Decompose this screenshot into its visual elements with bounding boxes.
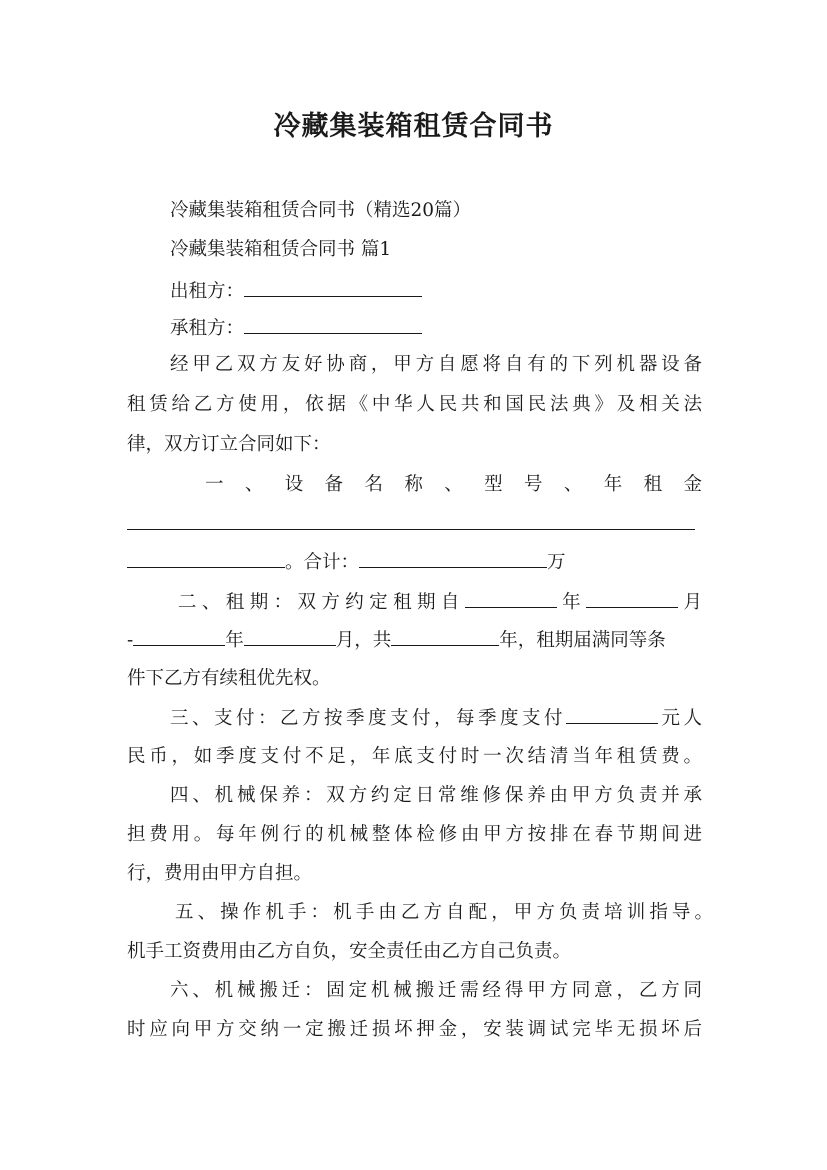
intro-line-2: 租赁给乙方使用，依据《中华人民共和国民法典》及相关法 [127,394,702,415]
clause1-equipment-blank[interactable] [127,512,695,530]
intro-line-3: 律，双方订立合同如下： [127,434,331,455]
lessor-line [170,279,702,303]
clause3-amount-blank[interactable] [566,706,658,724]
lessee-line [170,316,702,340]
clause2-line-3: 件下乙方有续租优先权。 [127,668,331,689]
clause2-total-label: 月，共 [335,630,392,651]
clause2-year-label: 年 [556,592,587,613]
document-title: 冷藏集装箱租赁合同书 [273,111,554,142]
document-subtitle: 冷藏集装箱租赁合同书（精选20篇） [170,200,472,221]
clause1-total-label: 。合计： [285,552,360,573]
clause3-unit: 元人 [657,708,702,729]
clause2-dash: - [127,630,134,651]
section-heading: 冷藏集装箱租赁合同书 篇1 [170,239,392,260]
clause5-line-1: 五、操作机手：机手由乙方自配，甲方负责培训指导。 [175,902,713,923]
clause2-end-year-blank[interactable] [133,628,225,646]
clause2-line-2 [127,628,702,652]
clause2-month-label: 月 [678,592,702,613]
clause6-line-1: 六、机械搬迁：固定机械搬迁需经得甲方同意，乙方同 [170,980,702,1001]
clause1-total-blank[interactable] [359,550,547,568]
clause1-heading: 一、设备名称、型号、年租金 [205,474,702,495]
lessor-label: 出租方： [170,281,245,302]
clause3-label: 三、支付：乙方按季度支付，每季度支付 [170,708,566,729]
clause1-blank-row [127,512,702,536]
clause1-total-unit: 万 [547,552,566,573]
clause4-line-3: 行，费用由甲方自担。 [127,863,313,884]
intro-line-1: 经甲乙双方友好协商，甲方自愿将自有的下列机器设备 [170,354,702,375]
clause2-start-month-blank[interactable] [586,590,678,608]
clause4-line-2: 担费用。每年例行的机械整体检修由甲方按排在春节期间进 [127,824,702,845]
clause2-line-1 [178,590,702,614]
lessee-blank[interactable] [244,316,422,334]
clause2-tail: 年，租期届满同等条 [499,630,666,651]
lessor-blank[interactable] [244,279,422,297]
clause1-detail-blank[interactable] [127,550,285,568]
clause2-end-month-blank[interactable] [244,628,336,646]
clause2-start-label: 二、租期：双方约定租期自 [178,592,465,613]
clause6-line-2: 时应向甲方交纳一定搬迁损坏押金，安装调试完毕无损坏后 [127,1019,702,1040]
clause3-line-1 [170,706,702,730]
clause2-end-year-label: 年 [225,630,244,651]
clause5-line-2: 机手工资费用由乙方自负，安全责任由乙方自己负责。 [127,941,572,962]
clause3-line-2: 民币，如季度支付不足，年底支付时一次结清当年租赁费。 [127,746,702,767]
clause2-start-year-blank[interactable] [465,590,557,608]
clause2-total-years-blank[interactable] [391,628,499,646]
clause1-total-line [127,550,702,574]
lessee-label: 承租方： [170,318,245,339]
clause4-line-1: 四、机械保养：双方约定日常维修保养由甲方负责并承 [170,785,702,806]
